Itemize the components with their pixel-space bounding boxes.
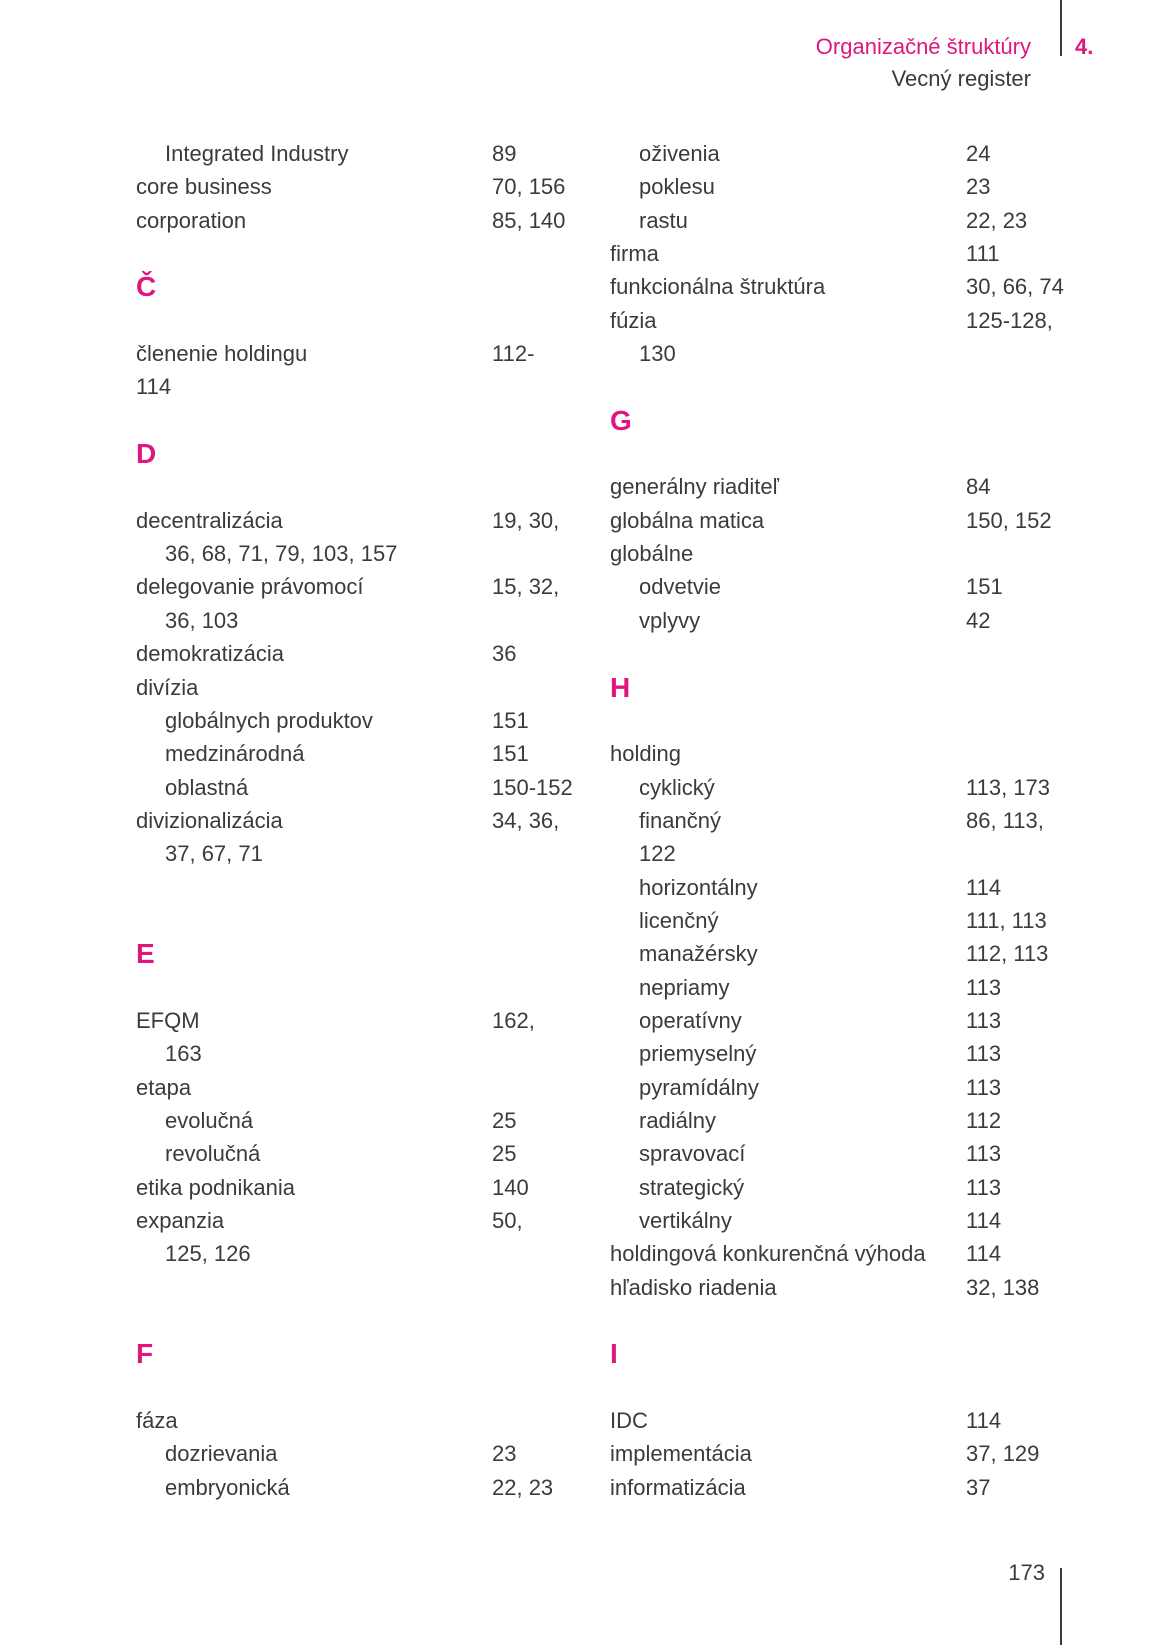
index-entry: delegovanie právomocí 15, 32, <box>136 574 560 600</box>
index-entry: firma 111 <box>610 241 1000 267</box>
index-subentry: oblastná 150-152 <box>165 774 573 800</box>
index-entry: etika podnikania 140 <box>136 1174 529 1200</box>
index-subentry: embryonická 22, 23 <box>165 1474 554 1500</box>
index-column-right <box>610 137 1064 1504</box>
index-entry: IDC 114 <box>610 1408 1002 1434</box>
index-entry-continuation: 37, 67, 71 <box>165 841 263 867</box>
index-entry: holdingová konkurenčná výhoda 114 <box>610 1241 1002 1267</box>
index-subentry: vplyvy 42 <box>639 607 991 633</box>
index-entry: globálne <box>610 541 694 567</box>
index-subentry: cyklický 113, 173 <box>639 774 1051 800</box>
index-subentry: operatívny 113 <box>639 1007 1002 1033</box>
index-entry: fáza <box>136 1408 178 1434</box>
index-entry: generálny riaditeľ 84 <box>610 474 991 500</box>
index-subentry: dozrievania 23 <box>165 1441 517 1467</box>
index-entry: funkcionálna štruktúra 30, 66, 74 <box>610 274 1064 300</box>
index-column-left <box>136 137 576 1504</box>
index-entry-continuation: 125, 126 <box>165 1241 251 1267</box>
section-letter: Č <box>136 271 157 303</box>
section-letter: I <box>610 1338 618 1370</box>
index-entry: etapa <box>136 1074 192 1100</box>
index-subentry: rastu 22, 23 <box>639 207 1028 233</box>
index-entry: expanzia 50, <box>136 1208 523 1233</box>
index-entry: holding <box>610 741 681 767</box>
index-subentry: poklesu 23 <box>639 174 991 200</box>
index-subentry: spravovací 113 <box>639 1141 1002 1167</box>
index-subentry: oživenia 24 <box>639 141 991 166</box>
index-subentry: odvetvie 151 <box>639 574 1003 600</box>
index-subentry: priemyselný 113 <box>639 1041 1002 1067</box>
index-entry: členenie holdingu 112- <box>136 341 535 367</box>
index-entry-continuation: 130 <box>639 341 676 367</box>
running-header-subtitle: Vecný register <box>891 66 1031 91</box>
index-entry: informatizácia 37 <box>610 1474 991 1500</box>
index-entry: fúzia 125-128, <box>610 307 1053 333</box>
index-entry: core business 70, 156 <box>136 174 566 200</box>
index-subentry: radiálny 112 <box>639 1107 1002 1133</box>
section-letter: E <box>136 938 155 970</box>
index-subentry: evolučná 25 <box>165 1107 517 1133</box>
index-subentry: finančný 86, 113, <box>639 807 1044 833</box>
index-entry: hľadisko riadenia 32, 138 <box>610 1274 1040 1300</box>
footer-divider <box>1060 1568 1062 1645</box>
index-subentry: strategický 113 <box>639 1174 1002 1200</box>
index-subentry: licenčný 111, 113 <box>639 907 1047 933</box>
section-letter: D <box>136 438 157 470</box>
index-subentry: vertikálny 114 <box>639 1208 1002 1233</box>
index-entry: Integrated Industry 89 <box>165 141 517 166</box>
index-subentry: globálnych produktov 151 <box>165 707 529 733</box>
index-subentry: revolučná 25 <box>165 1141 517 1167</box>
section-letter: H <box>610 671 631 703</box>
index-entry: globálna matica 150, 152 <box>610 507 1052 533</box>
index-entry: decentralizácia 19, 30, <box>136 507 560 533</box>
index-entry-continuation: 122 <box>639 841 676 867</box>
header-divider <box>1060 0 1062 56</box>
index-subentry: nepriamy 113 <box>639 974 1002 1000</box>
index-entry-continuation: 36, 103 <box>165 607 239 633</box>
index-subentry: medzinárodná 151 <box>165 741 529 767</box>
index-subentry: horizontálny 114 <box>639 874 1002 900</box>
index-entry-continuation: 36, 68, 71, 79, 103, 157 <box>165 541 398 567</box>
section-letter: F <box>136 1338 154 1370</box>
index-entry: divízia <box>136 674 199 700</box>
page-number: 173 <box>1008 1560 1045 1585</box>
index-entry: EFQM 162, <box>136 1007 535 1033</box>
index-entry: implementácia 37, 129 <box>610 1441 1040 1467</box>
index-entry-continuation: 163 <box>165 1041 202 1067</box>
chapter-number: 4. <box>1075 34 1094 59</box>
index-subentry: manažérsky 112, 113 <box>639 941 1049 967</box>
section-letter: G <box>610 404 632 436</box>
index-entry: demokratizácia 36 <box>136 641 517 667</box>
index-entry-continuation: 114 <box>136 374 172 400</box>
index-entry: divizionalizácia 34, 36, <box>136 807 560 833</box>
index-entry: corporation 85, 140 <box>136 207 566 233</box>
index-subentry: pyramídálny 113 <box>639 1074 1002 1100</box>
running-header-title: Organizačné štruktúry <box>815 34 1031 59</box>
